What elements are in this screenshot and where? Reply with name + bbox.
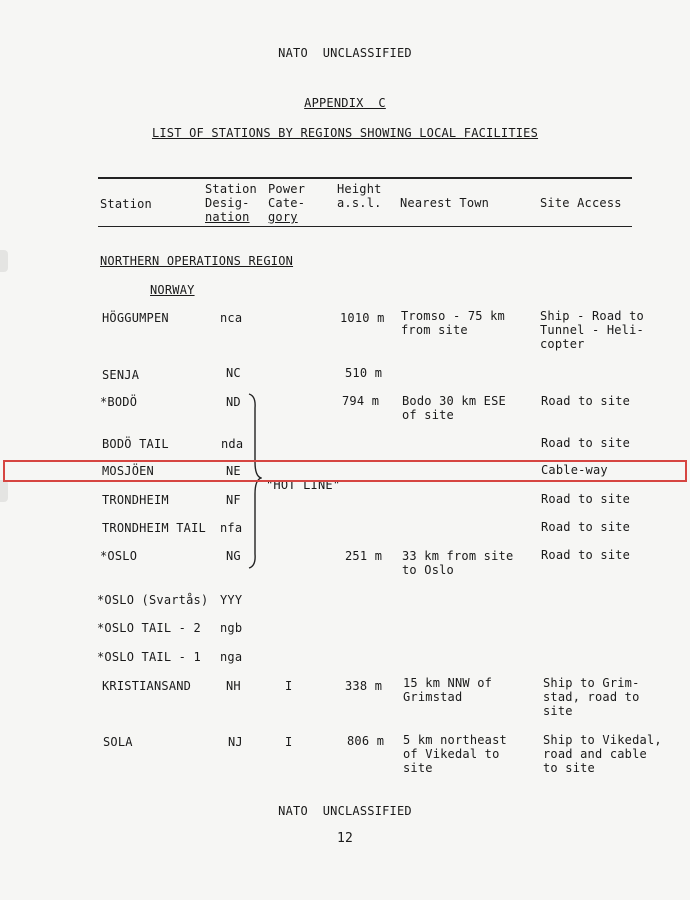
- station-name: *OSLO: [100, 549, 138, 563]
- col-designation-3: nation: [205, 210, 250, 224]
- station-designation: NF: [226, 493, 241, 507]
- col-designation-1: Station: [205, 182, 257, 196]
- col-designation-2: Desig-: [205, 196, 250, 210]
- station-name: BODÖ TAIL: [102, 437, 169, 451]
- page-number: 12: [336, 831, 354, 846]
- site-access: site: [543, 704, 573, 718]
- site-access: Tunnel - Heli-: [540, 323, 644, 337]
- col-site-access: Site Access: [540, 196, 622, 210]
- site-access: Road to site: [541, 436, 631, 450]
- site-access: Ship - Road to: [540, 309, 644, 323]
- station-designation: YYY: [220, 593, 243, 607]
- site-access: Road to site: [541, 492, 631, 506]
- nearest-town: 5 km northeast: [403, 733, 507, 747]
- site-access: road and cable: [543, 747, 647, 761]
- station-designation: ND: [226, 395, 241, 409]
- station-name: *BODÖ: [100, 395, 138, 409]
- station-designation: nga: [220, 650, 243, 664]
- station-name: *OSLO (Svartås): [97, 593, 209, 607]
- country-heading: NORWAY: [150, 283, 195, 297]
- station-name: TRONDHEIM TAIL: [102, 521, 206, 535]
- highlight-box: [3, 460, 687, 482]
- nearest-town: of site: [402, 408, 454, 422]
- table-top-rule: [98, 177, 632, 179]
- station-designation: ngb: [220, 621, 243, 635]
- station-height: 806 m: [347, 734, 385, 748]
- nearest-town: of Vikedal to: [403, 747, 500, 761]
- station-name: KRISTIANSAND: [102, 679, 192, 693]
- nearest-town: Grimstad: [403, 690, 463, 704]
- station-designation: NG: [226, 549, 241, 563]
- station-height: 338 m: [345, 679, 383, 693]
- station-designation: NJ: [228, 735, 243, 749]
- site-access: to site: [543, 761, 595, 775]
- site-access: stad, road to: [543, 690, 640, 704]
- station-height: 1010 m: [340, 311, 385, 325]
- station-name: SOLA: [103, 735, 133, 749]
- col-nearest-town: Nearest Town: [400, 196, 490, 210]
- nearest-town: from site: [401, 323, 468, 337]
- station-height: 510 m: [345, 366, 383, 380]
- hotline-label: "HOT LINE": [266, 478, 341, 492]
- region-heading: NORTHERN OPERATIONS REGION: [100, 254, 294, 268]
- station-name: *OSLO TAIL - 2: [97, 621, 201, 635]
- station-designation: nca: [220, 311, 243, 325]
- col-height-1: Height: [337, 182, 382, 196]
- station-name: *OSLO TAIL - 1: [97, 650, 201, 664]
- site-access: copter: [540, 337, 585, 351]
- station-height: 251 m: [345, 549, 383, 563]
- nearest-town: 15 km NNW of: [403, 676, 493, 690]
- header-classification: NATO UNCLASSIFIED: [278, 46, 412, 60]
- col-station: Station: [100, 197, 152, 211]
- col-power-1: Power: [268, 182, 306, 196]
- col-power-2: Cate-: [268, 196, 306, 210]
- site-access: Road to site: [541, 520, 631, 534]
- power-category: I: [285, 679, 293, 693]
- site-access: Ship to Grim-: [543, 676, 640, 690]
- station-name: HÖGGUMPEN: [102, 311, 169, 325]
- nearest-town: site: [403, 761, 433, 775]
- station-designation: nfa: [220, 521, 243, 535]
- nearest-town: 33 km from site: [402, 549, 514, 563]
- site-access: Road to site: [541, 394, 631, 408]
- station-designation: NE: [226, 464, 241, 478]
- station-height: 794 m: [342, 394, 380, 408]
- nearest-town: Tromso - 75 km: [401, 309, 505, 323]
- col-height-2: a.s.l.: [337, 196, 382, 210]
- station-name: SENJA: [102, 368, 140, 382]
- nearest-town: Bodo 30 km ESE: [402, 394, 506, 408]
- station-designation: NC: [226, 366, 241, 380]
- page-title: LIST OF STATIONS BY REGIONS SHOWING LOCAL FACILITIES: [151, 126, 539, 140]
- col-power-3: gory: [268, 210, 298, 224]
- footer-classification: NATO UNCLASSIFIED: [278, 804, 412, 818]
- station-name: MOSJÖEN: [102, 464, 154, 478]
- site-access: Cable-way: [541, 463, 608, 477]
- station-designation: NH: [226, 679, 241, 693]
- station-designation: nda: [221, 437, 244, 451]
- nearest-town: to Oslo: [402, 563, 454, 577]
- table-header-rule: [98, 226, 632, 227]
- power-category: I: [285, 735, 293, 749]
- appendix-heading: APPENDIX C: [304, 96, 386, 110]
- binder-hole: [0, 480, 8, 502]
- binder-hole: [0, 250, 8, 272]
- site-access: Ship to Vikedal,: [543, 733, 662, 747]
- site-access: Road to site: [541, 548, 631, 562]
- station-name: TRONDHEIM: [102, 493, 169, 507]
